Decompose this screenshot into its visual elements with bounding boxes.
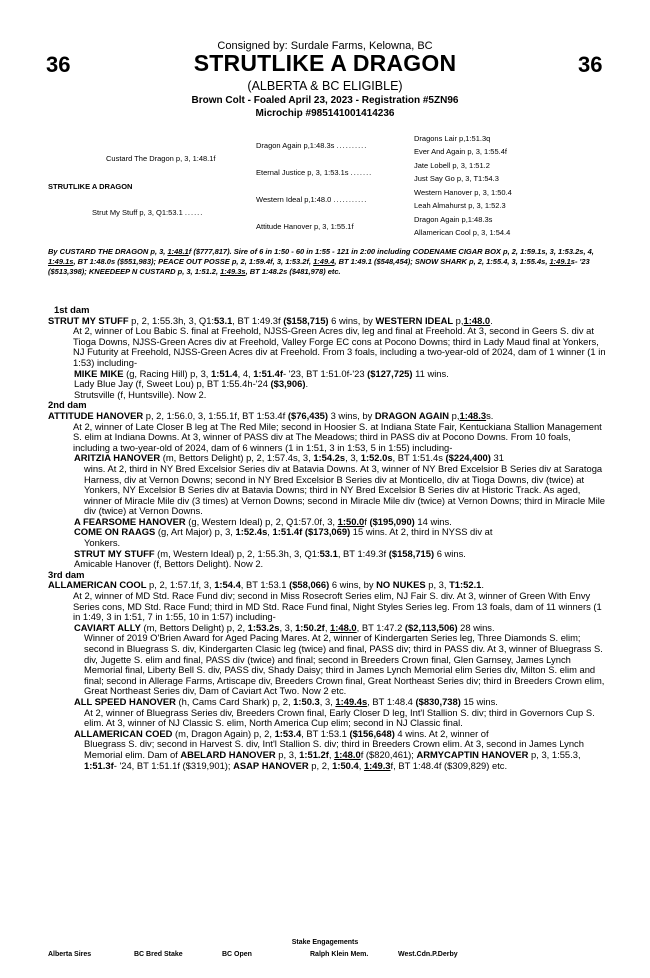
pedigree-dam: Strut My Stuff p, 3, Q1:53.1 ...... — [92, 208, 204, 217]
produce-aritzia-hanover: ARITZIA HANOVER (m, Bettors Delight) p, 2, 1:57.4s, 3, 1:54.2s, 3, 1:52.0s, BT 1:51.4s ($224,400) 31 — [74, 452, 504, 464]
pedigree-gen3-2: Ever And Again p, 3, 1:55.4f — [414, 147, 507, 156]
second-dam-entry: ATTITUDE HANOVER p, 2, 1:56.0, 3, 1:55.1f, BT 1:53.4f ($76,435) 3 wins, by DRAGON AGAIN p,1:48.3s. — [48, 409, 494, 421]
second-dam-heading: 2nd dam — [48, 399, 87, 411]
aritzia-record: wins. At 2, third in NY Bred Excelsior Series div at Batavia Downs. At 3, winner of NY Bred Excelsior B Series div at Saratoga Harness, div at Vernon Downs; second in NY Bred Excelsior B Series div at Monticello, div at Tioga Downs, div (twice) at Yonkers, NY Excelsior B Series div at Batavia Downs; third in NY Bred Excelsior B Series div at Historic Track. As aged, winner of Miracle Mile div (3 times) at Vernon Downs; second in Miracle Mile div (twice) at Vernon Downs; third in Miracle Mile div (twice) at Vernon Downs. — [84, 462, 606, 517]
description-line: Brown Colt - Foaled April 23, 2023 - Registration #5ZN96 — [191, 95, 459, 106]
pedigree-gen3-8: Allamerican Cool p, 3, 1:54.4 — [414, 228, 511, 237]
produce-amicable-hanover: Amicable Hanover (f, Bettors Delight). Now 2. — [74, 558, 264, 570]
first-dam-entry: STRUT MY STUFF p, 2, 1:55.3h, 3, Q1:53.1, BT 1:49.3f ($158,715) 6 wins, by WESTERN IDEAL p,1:48.0. — [48, 314, 493, 326]
hip-number-right: 36 — [578, 52, 603, 77]
microchip-line: Microchip #985141001414236 — [255, 108, 395, 119]
consignor-line: Consigned by: Surdale Farms, Kelowna, BC — [217, 40, 433, 52]
stake-west-cdn-derby: West.Cdn.P.Derby — [398, 951, 458, 958]
all-speed-hanover-record: At 2, winner of Bluegrass Series div, Breeders Crown final, Early Closer D leg, Int'l Stallion S. div; third in Governors Cup S. elim. At 3, winner of NJ Classic S. elim, North America Cup elim; second in NJ Classic final. — [84, 706, 595, 729]
produce-a-fearsome-hanover: A FEARSOME HANOVER (g, Western Ideal) p, 2, Q1:57.0f, 3, 1:50.0f ($195,090) 14 wins. — [74, 515, 452, 527]
second-dam-record: At 2, winner of Late Closer B leg at The Red Mile; second in Hoosier S. at Indiana State Fair, Kentuckiana Stallion Management S. elim at Indiana Downs. At 3, winner of PASS div at The Meadows; third in PASS div at Pocono Downs. From 10 foals, including a two-year-old of 2024, dam of 6 winners (1 in 1:51, 3 in 1:53, 5 in 1:55) including- — [73, 420, 602, 453]
stake-ralph-klein-mem: Ralph Klein Mem. — [310, 951, 369, 958]
stake-bc-open: BC Open — [222, 951, 252, 958]
allamerican-coed-record: Bluegrass S. div; second in Harvest S. div, Int'l Stallion S. div; third in Breeders Crown elim. At 3, second in James Lynch Memorial elim. Dam of ABELARD HANOVER p, 3, 1:51.2f, 1:48.0f ($820,461); ARMYCAPTIN HANOVER p, 3, 1:55.3, 1:51.3f- '24, BT 1:51.1f ($319,901); ASAP HANOVER p, 2, 1:50.4, 1:49.3f, BT 1:48.4f ($309,829) etc. — [84, 738, 584, 771]
produce-strut-my-stuff: STRUT MY STUFF (m, Western Ideal) p, 2, 1:55.3h, 3, Q1:53.1, BT 1:49.3f ($158,715) 6 wins. — [74, 547, 466, 559]
pedigree-gen3-6: Leah Almahurst p, 3, 1:52.3 — [414, 201, 506, 210]
pedigree-gen3-5: Western Hanover p, 3, 1:50.4 — [414, 188, 512, 197]
produce-mike-mike: MIKE MIKE (g, Racing Hill) p, 3, 1:51.4, 4, 1:51.4f- '23, BT 1:51.0f-'23 ($127,725) 11 wins. — [74, 367, 449, 379]
first-dam-heading: 1st dam — [54, 304, 90, 315]
produce-come-on-raags: COME ON RAAGS (g, Art Major) p, 3, 1:52.4s, 1:51.4f ($173,069) 15 wins. At 2, third in NYSS div at — [74, 526, 493, 538]
third-dam-heading: 3rd dam — [48, 568, 85, 580]
caviart-ally-record: Winner of 2019 O'Brien Award for Aged Pacing Mares. At 2, winner of Kindergarten Series leg, Three Diamonds S. elim; second in Bluegrass S. div, Kindergarten Clasic leg (twice) and final, PASS div; third in PASS div. At 3, winner of Bluegrass S. div, Jugette S. elim and final, PASS div (twice) and final; second in Breeders Crown final, Glen Garnsey, James Lynch Memorial final, Liberty Bell S. div, PASS div, Shady Daisy; third in James Lynch Memorial elim Series div, Milton S. elim and final; second in Allerage Farms, Artiscape div, Breeders Crown final, Great Northeast Series div; third in Breeders Crown elim, Great Northeast Series div, Dam of Caviart Act Two. Now 2 etc. — [84, 632, 605, 697]
pedigree-gen3-1: Dragons Lair p,1:51.3q — [414, 134, 491, 143]
pedigree-dam-dam: Attitude Hanover p, 3, 1:55.1f — [256, 222, 354, 231]
hip-number-left: 36 — [46, 52, 71, 77]
produce-strutsville: Strutsville (f, Huntsville). Now 2. — [74, 388, 207, 400]
come-on-raags-record: Yonkers. — [84, 537, 121, 549]
produce-caviart-ally: CAVIART ALLY (m, Bettors Delight) p, 2, 1:53.2s, 3, 1:50.2f, 1:48.0, BT 1:47.2 ($2,113,506) 28 wins. — [74, 621, 495, 633]
produce-lady-blue-jay: Lady Blue Jay (f, Sweet Lou) p, BT 1:55.4h-'24 ($3,906). — [74, 378, 309, 390]
pedigree-gen3-4: Just Say Go p, 3, T1:54.3 — [414, 174, 499, 183]
third-dam-record: At 2, winner of MD Std. Race Fund div; second in Miss Rosecroft Series elim, NJ Fair S. div. At 3, winner of Green With Envy Series cons, MD Std. Race Fund; third in MD Std. Race Fund final, Night Styles Series leg. From 13 foals, dam of 11 winners (1 in 1:49, 3 in 1:51, 7 in 1:55, 10 in 1:57) including- — [73, 590, 602, 623]
third-dam-entry: ALLAMERICAN COOL p, 2, 1:57.1f, 3, 1:54.4, BT 1:53.1 ($58,066) 6 wins, by NO NUKES p, 3, T1:52.1. — [48, 579, 484, 591]
stake-engagements-heading: Stake Engagements — [291, 939, 359, 946]
pedigree-gen3-7: Dragon Again p,1:48.3s — [414, 215, 493, 224]
sire-summary: By CUSTARD THE DRAGON p, 3, 1:48.1f ($777,817). Sire of 6 in 1:50 - 60 in 1:55 - 121 in 2:00 including CODENAME CIGAR BOX p, 2, 1:59.1s, 3, 1:53.2s, 4, 1:49.1s, BT 1:48.0s ($551,983); PEACE OUT POSSE p, 2, 1:59.4f, 3, 1:53.2f, 1:49.4, BT 1:49.1 ($548,454); SNOW SHARK p, 2, 1:55.4, 3, 1:55.4s, 1:49.1s- '23 ($513,398); KNEEDEEP N CUSTARD p, 3, 1:51.2, 1:49.3s, BT 1:48.2s ($481,978) etc. — [48, 247, 594, 277]
produce-all-speed-hanover: ALL SPEED HANOVER (h, Cams Card Shark) p, 2, 1:50.3, 3, 1:49.4s, BT 1:48.4 ($830,738) 15 wins. — [74, 695, 498, 707]
first-dam-record: At 2, winner of Lou Babic S. final at Freehold, NJSS-Green Acres div, leg and final at Freehold. At 3, second in Geers S. div at Tioga Downs, NJSS-Green Acres div at Freehold, Valley Forge EC cons at Pocono Downs; third in Lady Maud final at Yonkers, NJ Futurity at Freehold, NJSS-Green Acres div at Freehold. From 3 foals, including a two-year-old of 2024, dam of 1 winner (1 in 1:53) including- — [73, 325, 606, 368]
pedigree-gen3-3: Jate Lobell p, 3, 1:51.2 — [414, 161, 490, 170]
produce-allamerican-coed: ALLAMERICAN COED (m, Dragon Again) p, 2, 1:53.4, BT 1:53.1 ($156,648) 4 wins. At 2, winner of — [74, 727, 489, 739]
pedigree-subject: STRUTLIKE A DRAGON — [48, 182, 133, 191]
pedigree-sire-dam: Eternal Justice p, 3, 1:53.1s ....... — [256, 168, 373, 177]
stake-alberta-sires: Alberta Sires — [48, 951, 92, 958]
pedigree-sire: Custard The Dragon p, 3, 1:48.1f — [106, 154, 216, 163]
stake-bc-bred-stake: BC Bred Stake — [134, 951, 183, 958]
dam-family-section — [48, 305, 608, 771]
pedigree-sire-sire: Dragon Again p,1:48.3s .......... — [256, 141, 368, 150]
horse-name-title: STRUTLIKE A DRAGON — [193, 50, 457, 76]
eligibility-line: (ALBERTA & BC ELIGIBLE) — [247, 79, 403, 93]
pedigree-dam-sire: Western Ideal p,1:48.0 ........... — [256, 195, 368, 204]
